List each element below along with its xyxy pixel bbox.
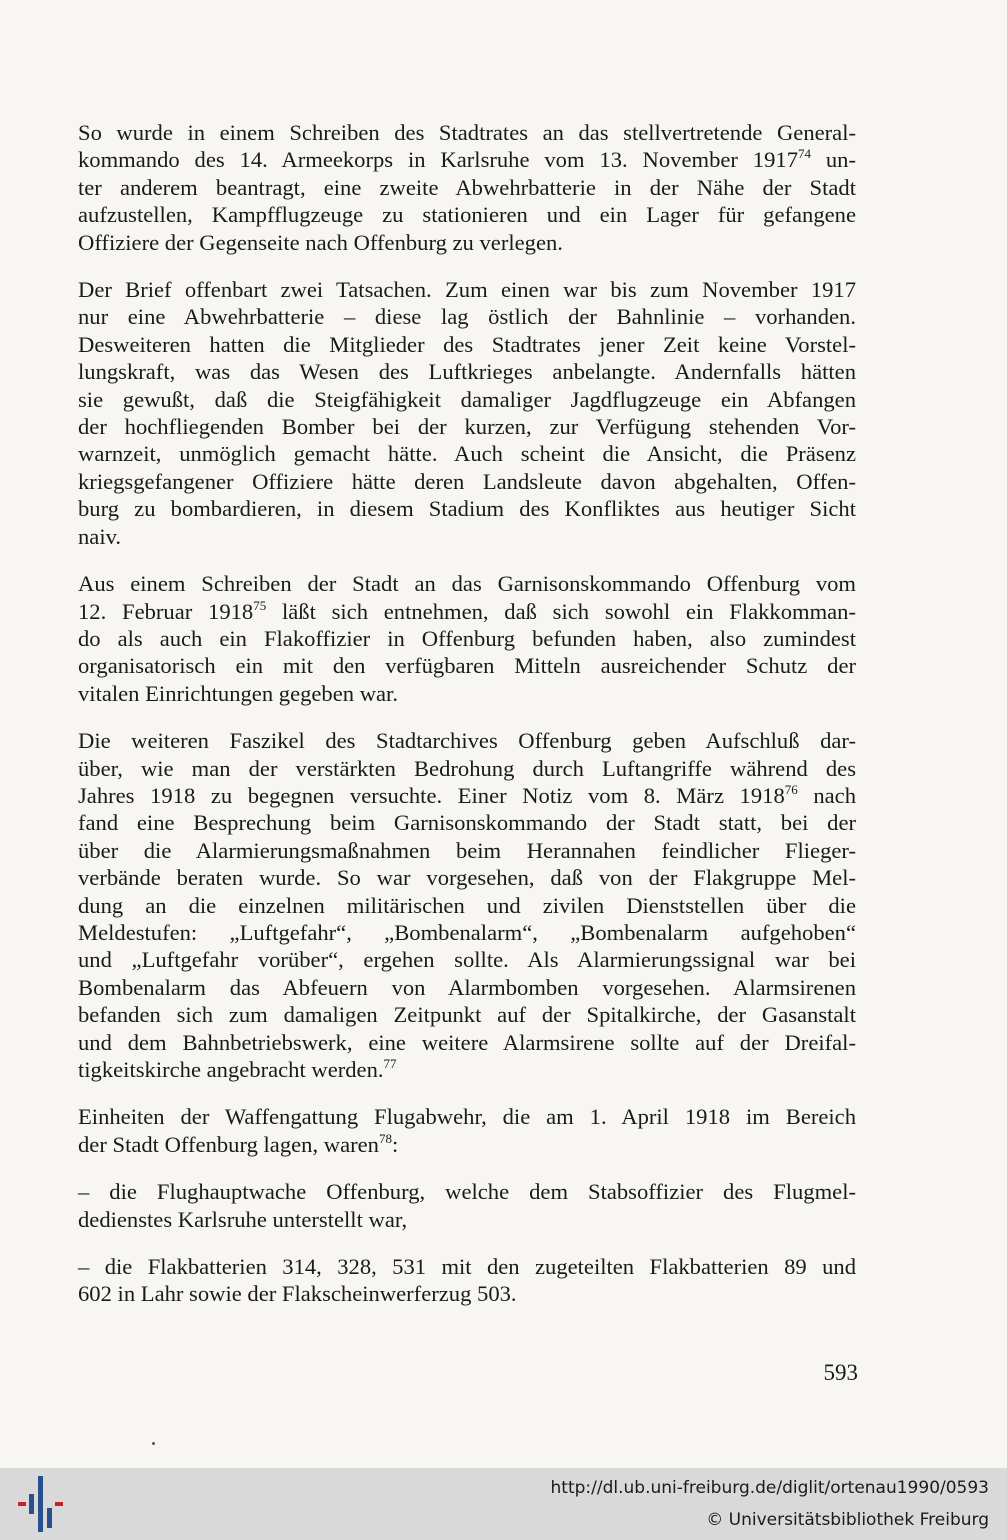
text-segment: nach (797, 782, 856, 808)
text-segment: lungskraft, was das Wesen des Luftkrieges anbelangte. Andernfalls hätten (78, 359, 856, 385)
text-segment: Offiziere der Gegenseite nach Offenburg zu verlegen. (78, 229, 563, 255)
text-segment: fand eine Besprechung beim Garnisonskommando der Stadt statt, bei der (78, 810, 856, 836)
text-segment: do als auch ein Flakoffizier in Offenburg befunden haben, also zumindest (78, 625, 856, 651)
text-line (78, 809, 856, 836)
text-line (78, 440, 856, 467)
text-line (78, 331, 856, 358)
text-segment: Desweiteren hatten die Mitglieder des Stadtrates jener Zeit keine Vorstel- (78, 331, 856, 357)
footnote-reference: 78 (378, 1130, 392, 1146)
paragraph (78, 570, 856, 707)
text-line (78, 919, 856, 946)
text-segment: aufzustellen, Kampfflugzeuge zu stationieren und ein Lager für gefangene (78, 202, 856, 228)
text-segment: kommando des 14. Armeekorps in Karlsruhe vom 13. November 1917 (78, 147, 798, 173)
text-line (78, 755, 856, 782)
text-segment: über die Alarmierungsmaßnahmen beim Herannahen feindlicher Flieger- (78, 837, 856, 863)
text-segment: nur eine Abwehrbatterie – diese lag östlich der Bahnlinie – vorhanden. (78, 304, 856, 330)
scan-speck (152, 1442, 155, 1445)
text-segment: Aus einem Schreiben der Stadt an das Garnisonskommando Offenburg vom (78, 571, 856, 597)
text-segment: – die Flughauptwache Offenburg, welche dem Stabsoffizier des Flugmel- (78, 1179, 856, 1205)
footnote-reference: 76 (784, 781, 798, 797)
text-line (78, 946, 856, 973)
text-line (78, 386, 856, 413)
text-line (78, 1029, 856, 1056)
text-line (78, 680, 856, 707)
text-line (78, 1001, 856, 1028)
text-segment: ter anderem beantragt, eine zweite Abwehrbatterie in der Nähe der Stadt (78, 174, 856, 200)
text-segment: So wurde in einem Schreiben des Stadtrates an das stellvertretende General- (78, 120, 856, 145)
paragraph (78, 1253, 856, 1308)
paragraph (78, 727, 856, 1083)
text-line (78, 303, 856, 330)
text-segment: Einheiten der Waffengattung Flugabwehr, die am 1. April 1918 im Bereich (78, 1104, 856, 1130)
text-line (78, 174, 856, 201)
text-segment: und „Luftgefahr vorüber“, ergehen sollte. Als Alarmierungssignal war bei (78, 947, 856, 973)
text-line (78, 1280, 856, 1307)
paragraph (78, 1103, 856, 1158)
text-line (78, 892, 856, 919)
text-segment: Bombenalarm das Abfeuern von Alarmbomben vorgesehen. Alarmsirenen (78, 974, 856, 1000)
text-segment: Der Brief offenbart zwei Tatsachen. Zum einen war bis zum November 1917 (78, 277, 856, 303)
text-line (78, 468, 856, 495)
footnote-reference: 77 (383, 1056, 397, 1071)
text-line (78, 276, 856, 303)
text-line (78, 413, 856, 440)
text-segment: dedienstes Karlsruhe unterstellt war, (78, 1206, 408, 1232)
text-segment: der hochfliegenden Bomber bei der kurzen, zur Verfügung stehenden Vor- (78, 414, 856, 440)
text-line (78, 119, 856, 146)
page-number: 593 (823, 1360, 858, 1385)
footnote-reference: 74 (798, 146, 811, 162)
text-segment: vitalen Einrichtungen gegeben war. (78, 680, 398, 706)
text-line (78, 837, 856, 864)
text-line (78, 652, 856, 679)
text-segment: – die Flakbatterien 314, 328, 531 mit den zugeteilten Flakbatterien 89 und (78, 1254, 856, 1280)
text-segment: sie gewußt, daß die Steigfähigkeit damaliger Jagdflugzeuge ein Abfangen (78, 386, 856, 412)
text-segment: über, wie man der verstärkten Bedrohung durch Luftangriffe während des (78, 755, 856, 781)
text-segment: tigkeitskirche angebracht werden. (78, 1057, 384, 1082)
text-line (78, 864, 856, 891)
paragraph (78, 119, 856, 256)
text-segment: organisatorisch ein mit den verfügbaren Mitteln ausreichender Schutz der (78, 653, 856, 679)
text-segment: naiv. (78, 523, 122, 549)
text-line (78, 1178, 856, 1205)
text-segment: : (391, 1131, 399, 1157)
footer-copyright: © Universitätsbibliothek Freiburg (706, 1510, 989, 1530)
text-segment: läßt sich entnehmen, daß sich sowohl ein Flakkomman- (266, 598, 856, 624)
text-line (78, 1103, 856, 1130)
text-line (78, 358, 856, 385)
text-segment: warnzeit, unmöglich gemacht hätte. Auch scheint die Ansicht, die Präsenz (78, 441, 856, 467)
text-line (78, 727, 856, 754)
text-line (78, 570, 856, 597)
text-line (78, 495, 856, 522)
paragraph (78, 276, 856, 550)
text-line (78, 974, 856, 1001)
text-segment: 602 in Lahr sowie der Flakscheinwerferzug 503. (78, 1281, 517, 1307)
text-segment: kriegsgefangener Offiziere hätte deren Landsleute davon abgehalten, Offen- (78, 468, 856, 494)
ub-freiburg-logo-icon (16, 1474, 66, 1534)
footer-url-link[interactable]: http://dl.ub.uni-freiburg.de/diglit/ortenau1990/0593 (550, 1478, 989, 1498)
text-segment: verbände beraten wurde. So war vorgesehen, daß von der Flakgruppe Mel- (78, 865, 856, 891)
text-line (78, 782, 856, 809)
text-segment: Die weiteren Faszikel des Stadtarchives Offenburg geben Aufschluß dar- (78, 728, 856, 754)
footnote-reference: 75 (253, 597, 267, 613)
text-segment: burg zu bombardieren, in diesem Stadium des Konfliktes aus heutiger Sicht (78, 496, 856, 522)
page-text (78, 119, 856, 1328)
paragraph (78, 1178, 856, 1233)
text-line (78, 598, 856, 625)
text-segment: Jahres 1918 zu begegnen versuchte. Einer Notiz vom 8. März 1918 (78, 782, 785, 808)
text-line (78, 1131, 856, 1158)
text-line (78, 523, 856, 550)
text-segment: Meldestufen: „Luftgefahr“, „Bombenalarm“, „Bombenalarm aufgehoben“ (78, 919, 856, 945)
text-line (78, 146, 856, 173)
text-line (78, 229, 856, 256)
text-segment: un- (811, 147, 856, 173)
text-segment: der Stadt Offenburg lagen, waren (78, 1131, 379, 1157)
text-segment: und dem Bahnbetriebswerk, eine weitere Alarmsirene sollte auf der Dreifal- (78, 1029, 856, 1055)
text-line (78, 625, 856, 652)
text-line (78, 1056, 856, 1083)
footer-bar (0, 1468, 1007, 1540)
text-line (78, 201, 856, 228)
text-line (78, 1253, 856, 1280)
text-line (78, 1206, 856, 1233)
text-segment: 12. Februar 1918 (78, 598, 254, 624)
text-segment: befanden sich zum damaligen Zeitpunkt auf der Spitalkirche, der Gasanstalt (78, 1002, 856, 1028)
text-segment: dung an die einzelnen militärischen und zivilen Dienststellen über die (78, 892, 856, 918)
